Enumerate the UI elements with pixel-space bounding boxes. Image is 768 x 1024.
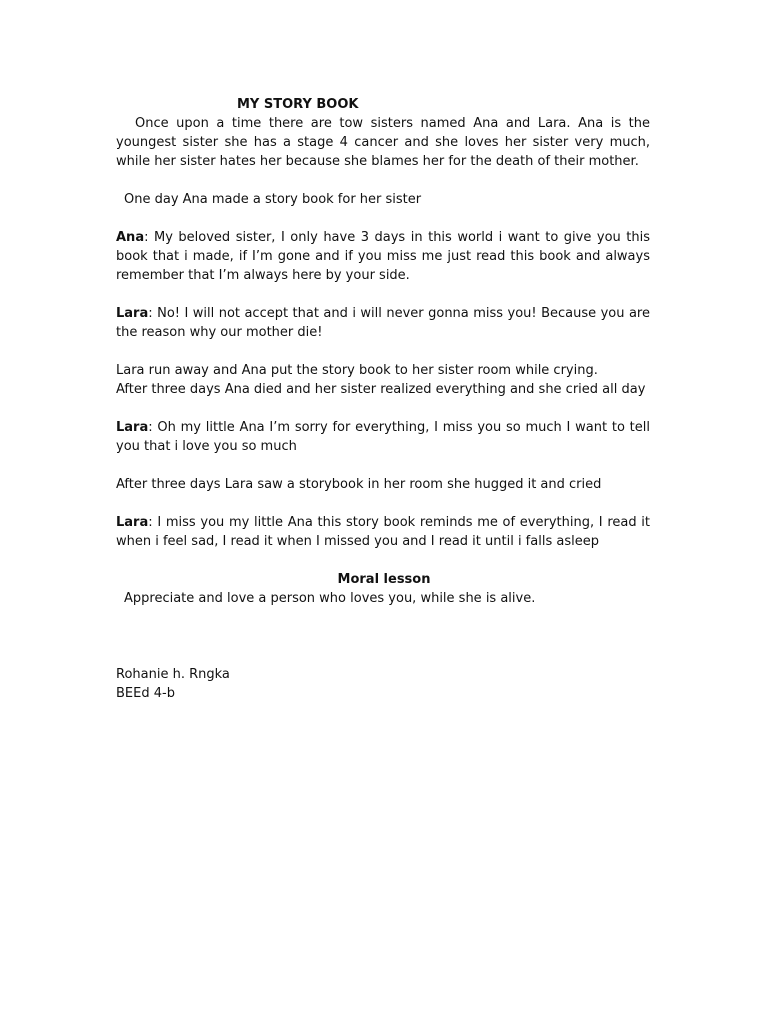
spacer <box>116 171 650 190</box>
spacer <box>116 399 650 418</box>
speaker-name: Lara <box>116 306 149 321</box>
spacer <box>116 342 650 361</box>
speaker-name: Ana <box>116 230 145 245</box>
dialogue-text: : No! I will not accept that and i will never gonna miss you! Because you are the reason why our mother die! <box>116 306 650 340</box>
narration-line: Lara run away and Ana put the story book to her sister room while crying. <box>116 363 598 378</box>
intro-paragraph: Once upon a time there are tow sisters named Ana and Lara. Ana is the youngest sister she has a stage 4 cancer and she loves her sister very much, while her sister hates her because she blames her for the death of their mother. <box>116 116 650 169</box>
spacer <box>116 285 650 304</box>
dialogue-ana <box>116 228 650 285</box>
dialogue-text: : I miss you my little Ana this story book reminds me of everything, I read it when i feel sad, I read it when I missed you and I read it until i falls asleep <box>116 515 650 549</box>
dialogue-lara-3 <box>116 513 650 551</box>
spacer <box>116 608 650 627</box>
narration-line: After three days Lara saw a storybook in her room she hugged it and cried <box>116 477 602 492</box>
narration-line: After three days Ana died and her sister realized everything and she cried all day <box>116 382 646 397</box>
moral-title: Moral lesson <box>337 572 431 587</box>
spacer <box>116 209 650 228</box>
spacer <box>116 456 650 475</box>
spacer <box>116 494 650 513</box>
spacer <box>116 627 650 646</box>
speaker-name: Lara <box>116 420 149 435</box>
dialogue-lara-1 <box>116 304 650 342</box>
dialogue-lara-2 <box>116 418 650 456</box>
spacer <box>116 551 650 570</box>
document-page <box>116 95 650 703</box>
author-class: BEEd 4-b <box>116 686 175 701</box>
dialogue-text: : My beloved sister, I only have 3 days in this world i want to give you this book that i made, if I’m gone and if you miss me just read this book and always remember that I’m always here by your side. <box>116 230 650 283</box>
moral-text: Appreciate and love a person who loves you, while she is alive. <box>124 591 536 606</box>
one-day-line: One day Ana made a story book for her sister <box>124 192 422 207</box>
author-name: Rohanie h. Rngka <box>116 667 230 682</box>
page-title: MY STORY BOOK <box>237 97 359 112</box>
speaker-name: Lara <box>116 515 149 530</box>
spacer <box>116 646 650 665</box>
dialogue-text: : Oh my little Ana I’m sorry for everything, I miss you so much I want to tell you that i love you so much <box>116 420 650 454</box>
